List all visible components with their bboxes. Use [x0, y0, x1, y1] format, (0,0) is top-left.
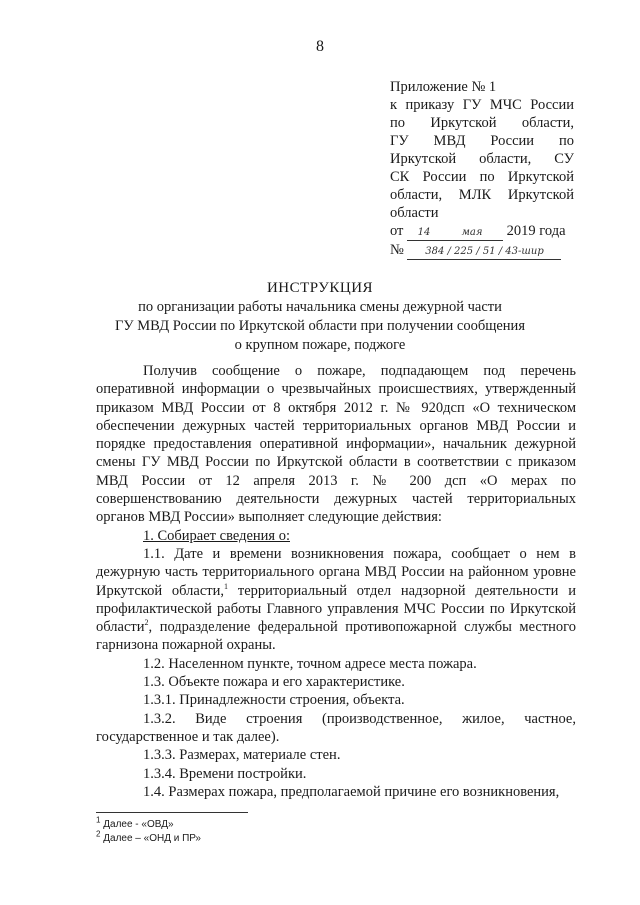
appendix-line: Иркутской области, СУ [390, 151, 574, 167]
appendix-line: СК России по Иркутской [390, 169, 574, 185]
date-month-handwritten: мая [441, 226, 503, 241]
item-1-2: 1.2. Населенном пункте, точном адресе места пожара. [143, 655, 477, 672]
appendix-line: ГУ МВД России по [390, 133, 574, 149]
date-day-handwritten: 14 [407, 226, 441, 241]
item-1-1-text-b: территориальный отдел надзорной деятельности и профилактической работы Главного управления МЧС России по Иркутской области [96, 582, 576, 636]
item-1-1 [96, 545, 576, 655]
appendix-block [390, 78, 574, 260]
date-year: 2019 года [506, 223, 566, 239]
footnotes [96, 815, 396, 846]
document-body [96, 362, 576, 801]
number-prefix: № [390, 242, 404, 258]
footnote-1-num: 1 [96, 815, 101, 825]
appendix-title: Приложение № 1 [390, 79, 497, 95]
document-subtitle [0, 298, 640, 355]
footnote-1-text: Далее - «ОВД» [100, 819, 174, 830]
appendix-line: области, МЛК Иркутской [390, 187, 574, 203]
appendix-number [390, 241, 574, 260]
item-1-3-4: 1.3.4. Времени постройки. [143, 765, 307, 782]
footnote-2-text: Далее – «ОНД и ПР» [100, 833, 201, 844]
item-1-1-text-a: 1.1. Дате и времени возникновения пожара, сообщает о нем в дежурную часть территориального органа МВД России на районном уровне Иркутской области, [96, 545, 576, 599]
item-1 [96, 527, 576, 545]
footnote-1 [96, 815, 396, 832]
appendix-line: по Иркутской области, [390, 115, 574, 131]
appendix-line: к приказу ГУ МЧС России [390, 97, 574, 113]
page-number: 8 [316, 38, 324, 55]
subtitle-line: о крупном пожаре, поджоге [234, 337, 406, 353]
order-number-handwritten: 384 / 225 / 51 / 43-шир [407, 245, 561, 260]
item-1-3-1: 1.3.1. Принадлежности строения, объекта. [143, 692, 405, 709]
document-title: ИНСТРУКЦИЯ [266, 280, 374, 296]
item-1-3-2: 1.3.2. Виде строения (производственное, жилое, частное, государственное и так далее). [96, 710, 576, 745]
item-1-text: 1. Собирает сведения о: [143, 527, 290, 544]
intro-paragraph: Получив сообщение о пожаре, подпадающем под перечень оперативной информации о чрезвычайных происшествиях, утвержденный приказом МВД России от 8 октября 2012 г. № 920дсп «О техническом обеспечении дежурных частей территориальных органов МВД России и порядке предоставления оперативной информации», начальник дежурной смены ГУ МВД России по Иркутской области в соответствии с приказом МВД России от 12 апреля 2013 г. № 200 дсп «О мерах по совершенствованию деятельности дежурных частей территориальных органов МВД России» выполняет следующие действия: [96, 363, 576, 526]
footnote-divider [96, 812, 248, 813]
appendix-date [390, 222, 574, 241]
item-1-1-text-c: , подразделение федеральной противопожарной службы местного гарнизона пожарной охраны. [96, 619, 576, 654]
subtitle-line: ГУ МВД России по Иркутской области при получении сообщения [114, 318, 525, 334]
footnote-2-num: 2 [96, 829, 101, 839]
item-1-3: 1.3. Объекте пожара и его характеристике. [143, 674, 405, 691]
footnote-ref-1: 1 [224, 581, 229, 591]
item-1-3-3: 1.3.3. Размерах, материале стен. [143, 747, 341, 764]
item-1-4: 1.4. Размерах пожара, предполагаемой причине его возникновения, [143, 783, 560, 800]
subtitle-line: по организации работы начальника смены дежурной части [138, 299, 502, 315]
footnote-ref-2: 2 [144, 618, 149, 628]
appendix-line: области [390, 205, 439, 221]
footnote-2 [96, 829, 396, 846]
date-prefix: от [390, 223, 404, 239]
